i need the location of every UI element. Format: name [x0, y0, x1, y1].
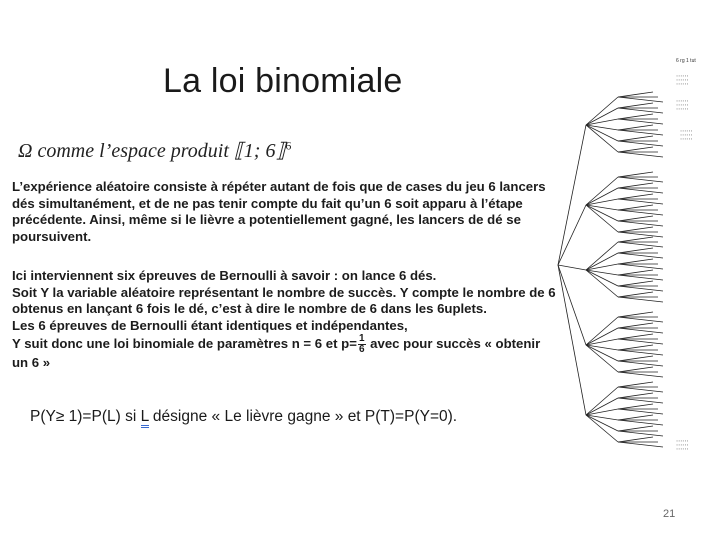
- tree-branch-leaf: [618, 259, 653, 264]
- tree-branch-leaf: [618, 404, 653, 409]
- tree-outcome-note: ▪▪▪▪▪▪ ▪▪▪▪▪▪ ▪▪▪▪▪▪: [676, 100, 689, 112]
- tree-branch-leaf: [618, 205, 653, 210]
- tree-branch-leaf: [618, 103, 653, 108]
- bernoulli-line-3: Les 6 épreuves de Bernoulli étant identiques et indépendantes,: [12, 317, 408, 333]
- tree-branch-level-1: [558, 125, 586, 265]
- tree-branch-leaf: [618, 97, 663, 102]
- tree-branch-leaf: [618, 232, 663, 237]
- tree-branch-leaf: [618, 367, 653, 372]
- tree-branch-leaf: [618, 242, 663, 247]
- tree-branch-leaf: [618, 270, 653, 275]
- tree-branch-leaf: [618, 387, 663, 392]
- sample-space-heading: [18, 138, 291, 163]
- tree-branch-leaf: [618, 119, 663, 124]
- tree-branch-leaf: [618, 194, 653, 199]
- tree-branch-leaf: [618, 398, 663, 403]
- bernoulli-line-4: [12, 334, 557, 372]
- tree-branch-level-1: [558, 265, 586, 415]
- probability-tree-diagram: [548, 55, 698, 465]
- tree-outcome-note: ▪▪▪▪▪▪ ▪▪▪▪▪▪ ▪▪▪▪▪▪: [680, 130, 693, 142]
- tree-branch-leaf: [618, 431, 663, 436]
- tree-branch-leaf: [618, 442, 663, 447]
- tree-branch-leaf: [618, 172, 653, 177]
- tree-branch-leaf: [618, 426, 653, 431]
- tree-branch-leaf: [618, 188, 663, 193]
- bernoulli-line-1: Ici interviennent six épreuves de Bernoulli à savoir : on lance 6 dés.: [12, 268, 437, 283]
- tree-branch-level-1: [558, 265, 586, 270]
- tree-branch-leaf: [618, 297, 663, 302]
- tree-branch-leaf: [618, 292, 653, 297]
- tree-branch-leaf: [618, 393, 653, 398]
- tree-branch-leaf: [618, 409, 663, 414]
- tree-branch-leaf: [618, 334, 653, 339]
- tree-branch-leaf: [618, 136, 653, 141]
- formula-part-2: désigne « Le lièvre gagne » et P(T)=P(Y=0).: [148, 408, 458, 425]
- tree-header-label: 6 rg 1 tut: [676, 58, 696, 64]
- tree-branch-leaf: [618, 108, 663, 113]
- tree-branch-leaf: [618, 248, 653, 253]
- tree-branch-leaf: [618, 177, 663, 182]
- tree-outcome-note: ▪▪▪▪▪▪ ▪▪▪▪▪▪ ▪▪▪▪▪▪: [676, 440, 689, 452]
- tree-branch-leaf: [618, 227, 653, 232]
- probability-fraction: [358, 334, 366, 355]
- tree-branch-leaf: [618, 286, 663, 291]
- formula-underlined-L: L: [141, 408, 149, 428]
- success-definition-text: avec pour succès « obtenir un 6 »: [12, 335, 541, 370]
- tree-branch-leaf: [618, 275, 663, 280]
- slide-title: La loi binomiale: [163, 62, 403, 100]
- formula-part-1: P(Y≥ 1)=P(L) si: [30, 408, 141, 425]
- tree-branch-leaf: [618, 415, 653, 420]
- tree-branch-leaf: [618, 237, 653, 242]
- tree-branch-leaf: [618, 281, 653, 286]
- tree-outcome-note: ▪▪▪▪▪▪ ▪▪▪▪▪▪ ▪▪▪▪▪▪: [676, 75, 689, 87]
- tree-branch-leaf: [618, 437, 653, 442]
- tree-branch-leaf: [618, 345, 653, 350]
- tree-branch-leaf: [618, 350, 663, 355]
- tree-branch-leaf: [618, 317, 663, 322]
- tree-branch-leaf: [618, 141, 663, 146]
- fraction-denominator: 6: [358, 344, 365, 355]
- binomial-params-text: Y suit donc une loi binomiale de paramètres n = 6 et p=: [12, 335, 357, 351]
- tree-branch-leaf: [618, 312, 653, 317]
- tree-branch-leaf: [618, 356, 653, 361]
- tree-branch-leaf: [618, 361, 663, 366]
- bernoulli-line-2: Soit Y la variable aléatoire représentant le nombre de succès. Y compte le nombre de 6 obtenus en lançant 6 fois le dé, c’est à dire le nombre de 6 dans les 6uplets.: [12, 284, 556, 316]
- page-number: 21: [663, 508, 676, 520]
- tree-branch-leaf: [618, 199, 663, 204]
- tree-branch-leaf: [618, 372, 663, 377]
- tree-branch-leaf: [618, 264, 663, 269]
- tree-branch-leaf: [618, 114, 653, 119]
- tree-branch-level-1: [558, 265, 586, 345]
- tree-branch-leaf: [618, 382, 653, 387]
- tree-branch-leaf: [618, 420, 663, 425]
- sample-space-exponent: 6: [285, 138, 292, 153]
- tree-branch-leaf: [618, 125, 653, 130]
- tree-branch-leaf: [618, 253, 663, 258]
- tree-branch-level-1: [558, 205, 586, 265]
- probability-formula: [30, 408, 457, 426]
- tree-branch-leaf: [618, 216, 653, 221]
- tree-branch-leaf: [618, 339, 663, 344]
- tree-branch-leaf: [618, 328, 663, 333]
- tree-branch-leaf: [618, 147, 653, 152]
- bernoulli-paragraph: [12, 268, 557, 372]
- tree-branch-leaf: [618, 210, 663, 215]
- tree-branch-leaf: [618, 92, 653, 97]
- tree-branch-leaf: [618, 152, 663, 157]
- tree-branch-leaf: [618, 130, 663, 135]
- fraction-numerator: 1: [358, 333, 365, 344]
- tree-branch-leaf: [618, 221, 663, 226]
- tree-branch-leaf: [618, 323, 653, 328]
- sample-space-text: Ω comme l’espace produit ⟦1; 6⟧: [18, 140, 286, 162]
- experiment-paragraph: L’expérience aléatoire consiste à répéter autant de fois que de cases du jeu 6 lancers dés simultanément, et de ne pas tenir compte du fait qu’un 6 soit apparu à l’étape précédente. Ainsi, même si le lièvre a potentiellement gagné, les lancers de dé se poursuivent.: [12, 179, 546, 244]
- tree-branch-leaf: [618, 183, 653, 188]
